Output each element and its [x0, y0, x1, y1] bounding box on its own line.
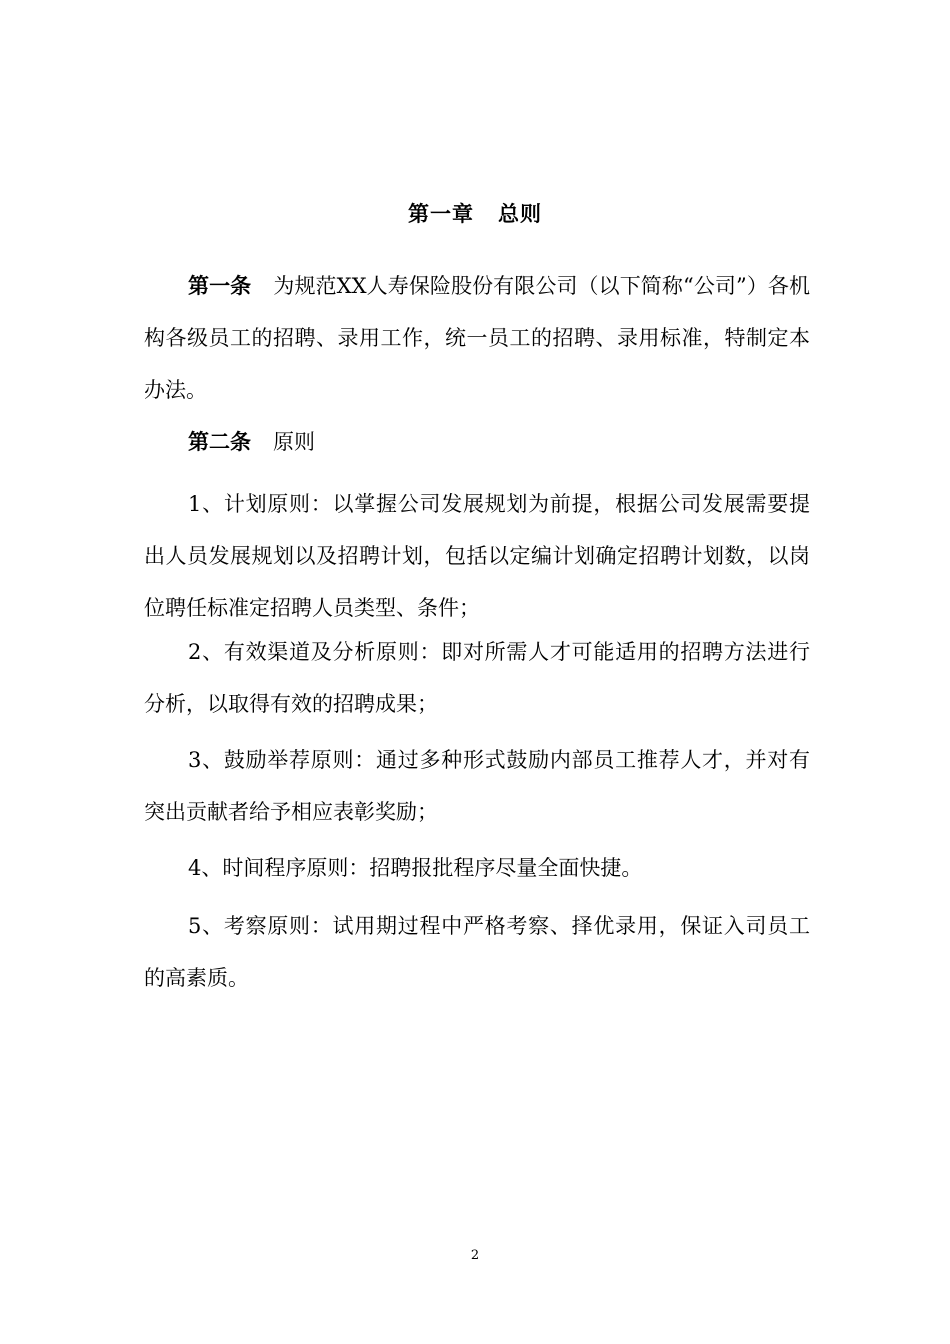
article-1-text: 为规范XX人寿保险股份有限公司（以下简称“公司”）各机构各级员工的招聘、录用工作，统一员工的招聘、录用标准，特制定本办法。 [144, 274, 811, 402]
chapter-title [0, 198, 950, 228]
principle-item-3: 3、鼓励举荐原则：通过多种形式鼓励内部员工推荐人才，并对有突出贡献者给予相应表彰奖励； [144, 748, 810, 824]
principle-item-1: 1、计划原则：以掌握公司发展规划为前提，根据公司发展需要提出人员发展规划以及招聘计划，包括以定编计划确定招聘计划数，以岗位聘任标准定招聘人员类型、条件； [144, 492, 810, 620]
chapter-number: 第一章 [408, 201, 474, 226]
article-1 [144, 260, 810, 416]
principle-item-5: 5、考察原则：试用期过程中严格考察、择优录用，保证入司员工的高素质。 [144, 914, 810, 990]
page-number: 2 [470, 1248, 480, 1263]
article-2-text: 原则 [273, 430, 315, 454]
article-1-label: 第一条 [188, 273, 252, 298]
principle-item-4: 4、时间程序原则：招聘报批程序尽量全面快捷。 [188, 856, 643, 880]
principle-item-2: 2、有效渠道及分析原则：即对所需人才可能适用的招聘方法进行分析，以取得有效的招聘成果； [144, 640, 810, 716]
article-2 [144, 416, 810, 468]
article-2-label: 第二条 [188, 429, 251, 454]
chapter-name: 总则 [498, 201, 542, 226]
